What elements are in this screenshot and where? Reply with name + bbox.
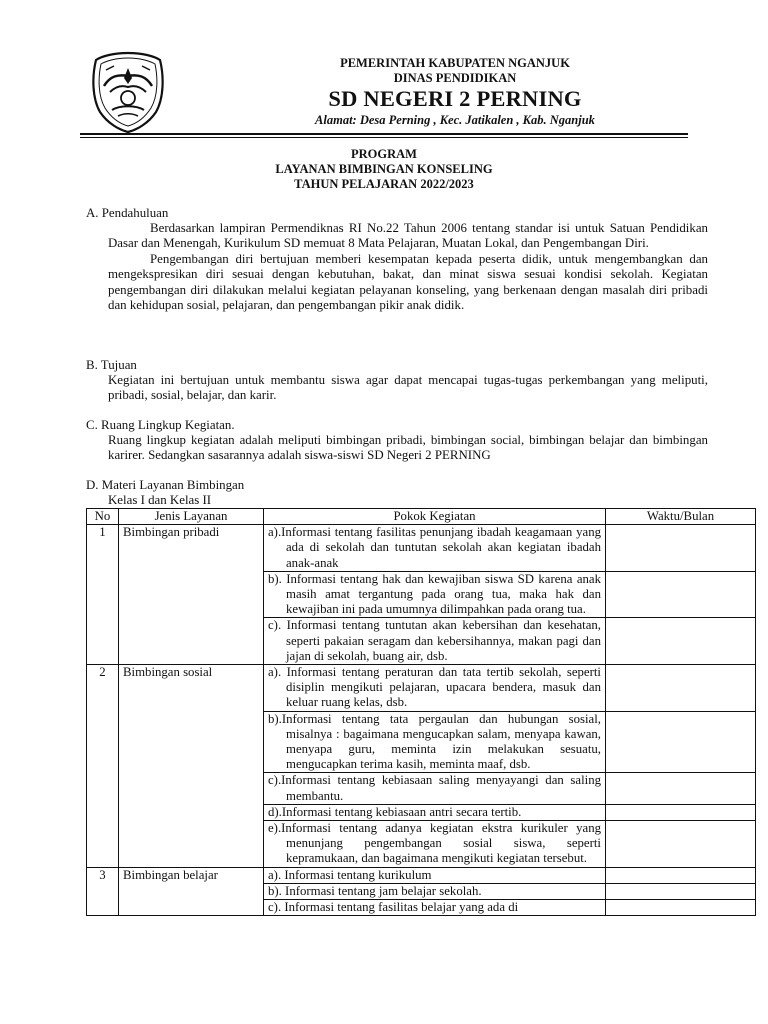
column-header-waktu: Waktu/Bulan (606, 509, 756, 525)
department-name: DINAS PENDIDIKAN (393, 71, 517, 85)
section-heading: A. Pendahuluan (86, 206, 169, 220)
section-heading: B. Tujuan (86, 358, 137, 372)
class-subheading: Kelas I dan Kelas II (108, 493, 212, 507)
waktu-cell (606, 821, 756, 868)
pokok-kegiatan: a). Informasi tentang kurikulum (264, 867, 606, 883)
doc-title-tahun: TAHUN PELAJARAN 2022/2023 (294, 177, 474, 191)
column-header-pokok: Pokok Kegiatan (264, 509, 606, 525)
jenis-layanan: Bimbingan pribadi (119, 525, 264, 665)
school-address: Alamat: Desa Perning , Kec. Jatikalen , Kab. Nganjuk (315, 113, 595, 127)
row-number: 2 (87, 665, 119, 868)
section-heading: D. Materi Layanan Bimbingan (86, 478, 245, 492)
jenis-layanan: Bimbingan sosial (119, 665, 264, 868)
pokok-kegiatan: a).Informasi tentang fasilitas penunjang ibadah keagamaan yang ada di sekolah dan tuntutan sekolah akan kegiatan ibadah anak-anak (264, 525, 606, 572)
pokok-kegiatan: b).Informasi tentang tata pergaulan dan hubungan sosial, misalnya : bagaimana mengucapkan salam, menyapa kawan, menyapa guru, meminta izin melakukan sesuatu, mengucapkan terima kasih, meminta maaf, dsb. (264, 711, 606, 773)
table-row (87, 525, 756, 572)
doc-title-program: PROGRAM (351, 147, 417, 161)
paragraph: Kegiatan ini bertujuan untuk membantu siswa agar dapat mencapai tugas-tugas perkembangan yang meliputi, pribadi, sosial, belajar, dan karir. (108, 373, 708, 403)
materi-table (86, 508, 756, 916)
pokok-kegiatan: a). Informasi tentang peraturan dan tata tertib sekolah, seperti disiplin mengikuti pelajaran, upacara bendera, masuk dan keluar ruang kelas, dsb. (264, 665, 606, 712)
doc-title-layanan: LAYANAN BIMBINGAN KONSELING (275, 162, 493, 176)
paragraph: Ruang lingkup kegiatan adalah meliputi bimbingan pribadi, bimbingan social, bimbingan belajar dan bimbingan karirer. Sedangkan sasarannya adalah siswa-siswi SD Negeri 2 PERNING (108, 433, 708, 463)
header-rule-thin (80, 137, 688, 138)
waktu-cell (606, 711, 756, 773)
header-rule-thick (80, 133, 688, 135)
paragraph: Berdasarkan lampiran Permendiknas RI No.22 Tahun 2006 tentang standar isi untuk Satuan Pendidikan Dasar dan Menengah, Kurikulum SD memuat 8 Mata Pelajaran, Muatan Lokal, dan Pengembangan Diri. (108, 221, 708, 251)
row-number: 1 (87, 525, 119, 665)
waktu-cell (606, 571, 756, 618)
section-heading: C. Ruang Lingkup Kegiatan. (86, 418, 235, 432)
section-body (108, 373, 708, 404)
table-row (87, 665, 756, 712)
pokok-kegiatan: b). Informasi tentang hak dan kewajiban siswa SD karena anak masih amat tergantung pada orang tua, maka hak dan kewajiban ini pada umumnya dilimpahkan pada orang tua. (264, 571, 606, 618)
jenis-layanan: Bimbingan belajar (119, 867, 264, 916)
table-row (87, 867, 756, 883)
waktu-cell (606, 883, 756, 899)
waktu-cell (606, 773, 756, 804)
school-name: SD NEGERI 2 PERNING (328, 86, 582, 111)
waktu-cell (606, 665, 756, 712)
waktu-cell (606, 525, 756, 572)
section-body (108, 433, 708, 464)
government-name: PEMERINTAH KABUPATEN NGANJUK (340, 56, 570, 70)
pokok-kegiatan: c). Informasi tentang fasilitas belajar yang ada di (264, 900, 606, 916)
pokok-kegiatan: c). Informasi tentang tuntutan akan kebersihan dan kesehatan, seperti pakaian seragam dan kebersihannya, makan pagi dan jajan di sekolah, buang air, dsb. (264, 618, 606, 665)
table-header-row (87, 509, 756, 525)
section-body (108, 221, 708, 313)
waktu-cell (606, 900, 756, 916)
waktu-cell (606, 804, 756, 820)
regency-emblem-logo (90, 50, 166, 134)
pokok-kegiatan: d).Informasi tentang kebiasaan antri secara tertib. (264, 804, 606, 820)
pokok-kegiatan: b). Informasi tentang jam belajar sekolah. (264, 883, 606, 899)
row-number: 3 (87, 867, 119, 916)
waktu-cell (606, 618, 756, 665)
column-header-no: No (87, 509, 119, 525)
pokok-kegiatan: e).Informasi tentang adanya kegiatan ekstra kurikuler yang menunjang pengembangan sosial siswa, seperti kepramukaan, dan bagaimana mengikuti kegiatan tersebut. (264, 821, 606, 868)
letterhead (0, 0, 768, 140)
pokok-kegiatan: c).Informasi tentang kebiasaan saling menyayangi dan saling membantu. (264, 773, 606, 804)
paragraph: Pengembangan diri bertujuan memberi kesempatan kepada peserta didik, untuk mengembangkan dan mengekspresikan diri sesuai dengan kebutuhan, bakat, dan minat siswa sesuai kondisi sekolah. Kegiatan pengembangan diri dilakukan melalui kegiatan pelayanan konseling, yang berkenaan dengan masalah diri pribadi dan kehidupan sosial, pelajaran, dan pengembangan pikir anak didik. (108, 251, 708, 313)
waktu-cell (606, 867, 756, 883)
column-header-jenis: Jenis Layanan (119, 509, 264, 525)
